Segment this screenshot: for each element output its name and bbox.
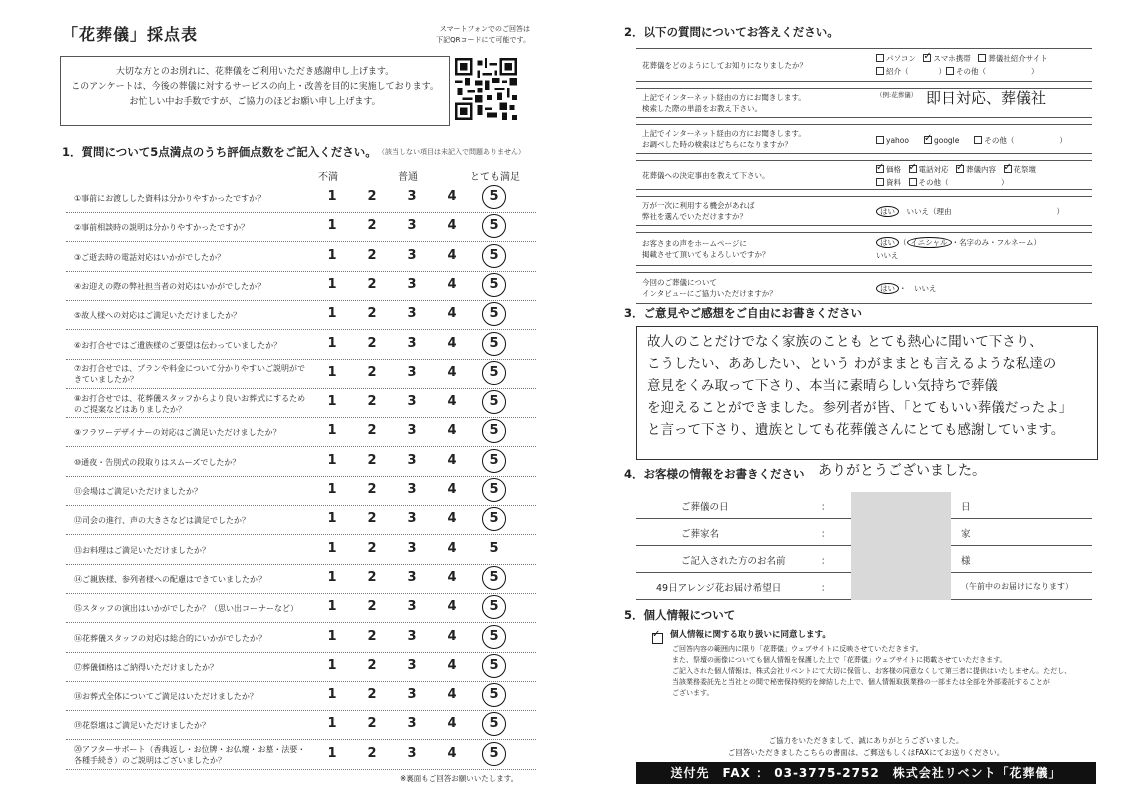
rating-option-2[interactable]: 2 [367,247,377,263]
info-row-writer-name: ご記入された方のお名前 ： 様 [636,546,1092,573]
question-row [66,301,536,330]
rating-option-5[interactable]: 5 [489,247,499,263]
question-text: ⑤故人様への対応はご満足いただけましたか？ [74,311,242,321]
checkbox-checked[interactable] [1004,165,1012,173]
checkbox[interactable] [978,54,986,62]
customer-info-table [636,492,1092,600]
selected-rating-circle [482,595,506,619]
survey-row-how-known [636,48,1092,82]
rating-option-2[interactable]: 2 [367,218,377,234]
rating-option-4[interactable]: 4 [447,452,457,468]
rating-option-4[interactable]: 4 [447,540,457,556]
survey-row-search-engine [636,124,1092,154]
question-row [66,389,536,418]
survey-row-interview [636,272,1092,304]
selected-rating-circle [482,625,506,649]
checkbox[interactable] [876,67,884,75]
rating-option-5[interactable]: 5 [489,716,499,732]
rating-option-5[interactable]: 5 [489,599,499,615]
section-4-heading: 4．お客様の情報をお書きください [624,467,805,481]
rating-option-3[interactable]: 3 [407,716,417,732]
rating-option-5[interactable]: 5 [489,423,499,439]
checkbox[interactable] [876,178,884,186]
checkbox[interactable] [974,136,982,144]
rating-option-4[interactable]: 4 [447,569,457,585]
selected-rating-circle [482,507,506,531]
question-text: ①事前にお渡しした資料は分かりやすかったですか？ [74,194,266,203]
rating-option-4[interactable]: 4 [447,482,457,497]
question-row [66,418,536,447]
rating-option-5[interactable]: 5 [489,452,499,468]
rating-option-1[interactable]: 1 [327,745,337,761]
selected-rating-circle [482,683,506,707]
rating-option-2[interactable]: 2 [367,569,377,585]
question-row [66,682,536,711]
qr-note-line-2: 下記QRコードにて可能です。 [436,36,530,44]
rating-option-4[interactable]: 4 [447,628,457,644]
question-text: ⑳アフターサポート（香典返し・お位牌・お仏壇・お墓・法要・各種手続き）のご説明はございましたか？ [74,745,306,766]
survey-answer [876,89,1092,117]
selected-rating-circle [482,449,506,473]
rating-option-1[interactable]: 1 [327,628,337,644]
survey-row-search-words [636,88,1092,118]
selected-rating-circle [482,390,506,414]
agree-label: 個人情報に関する取り扱いに同意します。 [670,630,831,640]
checkbox-checked[interactable] [909,165,917,173]
question-row [66,741,536,770]
question-row [66,711,536,740]
rating-option-3[interactable]: 3 [407,540,417,556]
survey-answer: はい ・ いいえ [876,273,1092,303]
rating-option-4[interactable]: 4 [447,423,457,439]
rating-option-1[interactable]: 1 [327,364,337,380]
handwritten-thanks: ありがとうございました。 [818,463,986,479]
question-row [66,213,536,242]
checkbox-checked[interactable] [924,136,932,144]
rating-option-4[interactable]: 4 [447,394,457,410]
checkbox[interactable] [909,178,917,186]
survey-question: お客さまの声をホームページに 掲載させて頂いてもよろしいですか？ [642,239,770,259]
rating-option-5[interactable]: 5 [489,364,499,380]
rating-option-5[interactable]: 5 [489,394,499,410]
selected-rating-circle [482,478,506,502]
rating-option-2[interactable]: 2 [367,189,377,204]
info-input-cell[interactable] [851,546,951,573]
info-row-49day-delivery: 49日アレンジ花お届け希望日 ： （午前中のお届けになります） [636,573,1092,600]
rating-option-3[interactable]: 3 [407,423,417,439]
rating-option-1[interactable]: 1 [327,482,337,497]
survey-answer: パソコン ✓ スマホ携帯 葬儀社紹介サイト 紹介（ ） その他（ ） [876,49,1092,81]
question-text: ⑧お打合せでは、花葬儀スタッフからより良いお葬式にするためのご提案などはありましたか？ [74,393,306,414]
question-text: ⑱お葬式全体についてご満足はいただけましたか？ [74,692,258,702]
rating-option-1[interactable]: 1 [327,657,337,673]
rating-option-3[interactable]: 3 [407,452,417,468]
rating-option-1[interactable]: 1 [327,452,337,468]
question-text: ⑰葬儀価格はご納得いただけましたか？ [74,662,218,672]
rating-option-1[interactable]: 1 [327,599,337,615]
rating-option-5[interactable]: 5 [489,189,499,204]
comment-box[interactable] [636,326,1098,460]
selected-rating-circle [482,419,506,443]
rating-option-5[interactable]: 5 [489,569,499,585]
rating-option-5[interactable]: 5 [489,657,499,673]
intro-line-2: このアンケートは、今後の葬儀に対するサービスの向上・改善を目的に実施しております。 [71,82,439,92]
selected-rating-circle [482,185,506,209]
selected-rating-circle [482,742,506,766]
survey-question: 上記でインターネット経由の方にお聞きします。 お調べした時の検索はどちらになりますか？ [642,129,806,149]
question-row [66,272,536,301]
section-5-heading: 5．個人情報について [624,608,736,622]
rating-option-3[interactable]: 3 [407,335,417,351]
comment-line: こうしたい、ああしたい、という わがままとも言えるような私達の [647,356,1057,372]
question-text: ⑲花祭壇はご満足いただけましたか？ [74,721,210,731]
rating-option-4[interactable]: 4 [447,335,457,351]
rating-option-2[interactable]: 2 [367,394,377,410]
qr-note-line-1: スマートフォンでのご回答は [439,25,530,33]
rating-option-1[interactable]: 1 [327,540,337,556]
rating-option-2[interactable]: 2 [367,276,377,292]
survey-answer: はい （ イニシャル ・名字のみ・フルネーム） いいえ [876,238,1042,260]
rating-option-4[interactable]: 4 [447,599,457,615]
rating-option-5[interactable]: 5 [489,511,499,527]
rating-option-4[interactable]: 4 [447,247,457,263]
question-row [66,184,536,213]
rating-option-4[interactable]: 4 [447,716,457,732]
question-row [66,331,536,360]
rating-option-3[interactable]: 3 [407,218,417,234]
rating-option-5[interactable]: 5 [489,218,499,234]
info-input-cell[interactable] [851,573,951,600]
rating-option-5[interactable]: 5 [489,306,499,322]
rating-option-3[interactable]: 3 [407,511,417,527]
rating-option-3[interactable]: 3 [407,247,417,263]
intro-line-1: 大切な方とのお別れに、花葬儀をご利用いただき感謝申し上げます。 [115,67,395,77]
rating-option-5[interactable]: 5 [489,540,499,556]
rating-option-3[interactable]: 3 [407,599,417,615]
survey-table [636,48,1092,310]
question-text: ②事前相談時の説明は分かりやすかったですか？ [74,223,250,233]
rating-option-4[interactable]: 4 [447,189,457,204]
back-page-note: ※裏面もご回答お願いいたします。 [400,774,519,783]
question-row [66,448,536,477]
rating-option-3[interactable]: 3 [407,745,417,761]
scale-high-label: とても満足 [470,172,520,183]
example-note: （例:花葬儀） [876,91,918,99]
question-text: ⑭ご親族様、参列者様への配慮はできていましたか？ [74,574,266,584]
selected-rating-circle [482,566,506,590]
question-row [66,624,536,653]
question-text: ③ご逝去時の電話対応はいかがでしたか？ [74,252,226,262]
section-2-heading: 2．以下の質問についてお答えください。 [624,25,839,39]
rating-option-4[interactable]: 4 [447,657,457,673]
checkbox[interactable] [876,54,884,62]
question-row [66,477,536,506]
question-text: ⑥お打合せではご遺族様のご要望は伝わっていましたか？ [74,340,282,350]
checkbox-checked[interactable] [956,165,964,173]
rating-option-1[interactable]: 1 [327,423,337,439]
rating-option-3[interactable]: 3 [407,628,417,644]
selected-rating-circle [482,712,506,736]
question-row [66,506,536,535]
rating-option-5[interactable]: 5 [489,276,499,292]
comment-line: を迎えることができました。参列者が皆、「とてもいい葬儀だったよ」 [647,400,1073,416]
rating-option-1[interactable]: 1 [327,276,337,292]
selected-rating-circle [482,361,506,385]
selected-rating-circle [482,332,506,356]
checkbox[interactable] [946,67,954,75]
survey-question: 上記でインターネット経由の方にお聞きします。 検索した際の単語をお教え下さい。 [642,93,806,113]
rating-option-2[interactable]: 2 [367,716,377,732]
survey-question: 花葬儀をどのようにしてお知りになりましたか？ [642,60,807,70]
rating-option-1[interactable]: 1 [327,394,337,410]
rating-option-3[interactable]: 3 [407,482,417,497]
qr-code-icon[interactable] [455,58,517,120]
rating-option-5[interactable]: 5 [489,687,499,703]
rating-option-3[interactable]: 3 [407,276,417,292]
rating-option-4[interactable]: 4 [447,745,457,761]
rating-option-5[interactable]: 5 [489,745,499,761]
rating-option-2[interactable]: 2 [367,482,377,497]
rating-option-2[interactable]: 2 [367,452,377,468]
comment-line: 意見をくみ取って下さり、本当に素晴らしい気持ちで葬儀 [647,378,998,394]
question-text: ⑬お料理はご満足いただけましたか？ [74,545,210,555]
agree-checkbox[interactable] [652,633,663,644]
rating-option-2[interactable]: 2 [367,540,377,556]
rating-option-3[interactable]: 3 [407,394,417,410]
question-row [66,594,536,623]
survey-row-reasons [636,160,1092,190]
survey-question: 花葬儀への決定事由を教えて下さい。 [642,170,770,180]
scale-low-label: 不満 [318,172,338,183]
survey-row-publish-voice [636,232,1092,266]
question-text: ④お迎えの際の弊社担当者の対応はいかがでしたか？ [74,281,266,291]
survey-answer: yahoo ✓ google その他（ ） [876,125,1092,153]
section-1-heading: 1．質問について5点満点のうち評価点数をご記入ください。 [62,145,377,159]
rating-option-1[interactable]: 1 [327,687,337,703]
rating-option-2[interactable]: 2 [367,306,377,322]
rating-option-4[interactable]: 4 [447,218,457,234]
rating-option-2[interactable]: 2 [367,628,377,644]
rating-option-4[interactable]: 4 [447,687,457,703]
info-row-family-name: ご葬家名 ： 家 [636,519,1092,546]
rating-option-1[interactable]: 1 [327,511,337,527]
thanks-text: ご協力をいただきまして、誠にありがとうございました。 ご回答いただきましたこちらの書面は、ご郵送もしくはFAXにてお送りください。 [727,736,1005,757]
scale-mid-label: 普通 [398,172,418,183]
rating-option-4[interactable]: 4 [447,276,457,292]
question-text: ⑦お打合せでは、プランや料金について分かりやすいご説明ができていましたか？ [74,364,306,385]
question-text: ⑫司会の進行、声の大きさなどは満足でしたか？ [74,516,250,526]
info-input-cell[interactable] [851,492,951,519]
survey-question: 万が一次に利用する機会があれば 弊社を選んでいただけますか？ [642,201,755,221]
survey-question: 今回のご葬儀について インタビューにご協力いただけますか？ [642,278,777,298]
intro-box [60,56,450,126]
question-text: ⑩通夜・告別式の段取りはスムーズでしたか？ [74,457,241,467]
comment-line: と言って下さり、遺族としても花葬儀さんにとても感謝しています。 [647,422,1065,438]
rating-option-4[interactable]: 4 [447,364,457,380]
rating-option-1[interactable]: 1 [327,189,337,204]
rating-option-3[interactable]: 3 [407,364,417,380]
rating-option-2[interactable]: 2 [367,423,377,439]
question-text: ⑪会場はご満足いただけましたか？ [74,487,202,496]
question-row [66,360,536,389]
rating-scale-header [300,168,530,182]
selected-rating-circle [482,273,506,297]
rating-option-2[interactable]: 2 [367,599,377,615]
qr-note [420,24,530,46]
intro-line-3: お忙しい中お手数ですが、ご協力のほどお願い申し上げます。 [129,97,381,107]
info-input-cell[interactable] [851,519,951,546]
rating-option-2[interactable]: 2 [367,511,377,527]
rating-option-1[interactable]: 1 [327,306,337,322]
question-text: ⑯花葬儀スタッフの対応は総合的にいかがでしたか？ [74,633,266,643]
rating-option-2[interactable]: 2 [367,745,377,761]
fax-footer-banner: 送付先 FAX ： 03-3775-2752 株式会社リベント「花葬儀」 [636,762,1096,784]
privacy-text: ご回答内容の範囲内に限り「花葬儀」ウェブサイトに反映させていただきます。 また、祭壇の画像についても個人情報を保護した上で「花葬儀」ウェブサイトに掲載させていただきます。 ご記入された個人情報は、株式会社リベントにて大切に保管し、お客様の同意なくして第三者に提供はいたしません。ただし、 当該業務委託先と当社との間で秘密保持契約を締結した上で、個人情報取扱業務の一部または全部を外部委託することが ございます。 [672,645,1072,697]
rating-option-5[interactable]: 5 [489,628,499,644]
survey-answer: はい いいえ（理由 ） [876,197,1092,225]
rating-option-1[interactable]: 1 [327,569,337,585]
rating-option-4[interactable]: 4 [447,306,457,322]
selected-rating-circle [482,302,506,326]
checkbox-checked[interactable] [923,54,931,62]
rating-option-5[interactable]: 5 [489,482,499,497]
rating-option-5[interactable]: 5 [489,335,499,351]
question-text: ⑮スタッフの演出はいかがでしたか？（思い出コーナーなど） [74,604,298,614]
rating-option-3[interactable]: 3 [407,189,417,204]
rating-option-4[interactable]: 4 [447,511,457,527]
section-1-note: （該当しない項目は未記入で問題ありません） [378,148,525,156]
question-row [66,565,536,594]
rating-option-1[interactable]: 1 [327,335,337,351]
rating-option-1[interactable]: 1 [327,218,337,234]
selected-rating-circle [482,244,506,268]
checkbox-checked[interactable] [876,165,884,173]
selected-rating-circle [482,214,506,238]
info-row-funeral-date: ご葬儀の日 ： 日 [636,492,1092,519]
rating-option-3[interactable]: 3 [407,306,417,322]
rating-option-2[interactable]: 2 [367,364,377,380]
survey-row-reuse [636,196,1092,226]
rating-option-1[interactable]: 1 [327,247,337,263]
comment-line: 故人のことだけでなく家族のことも とても熱心に聞いて下さり、 [647,334,1043,350]
sheet-title: 「花葬儀」採点表 [62,25,199,44]
handwritten-answer: 即日対応、葬儀社 [926,89,1047,107]
rating-option-3[interactable]: 3 [407,569,417,585]
section-3-heading: 3．ご意見やご感想をご自由にお書きください [624,306,862,320]
question-row [66,536,536,565]
rating-option-2[interactable]: 2 [367,335,377,351]
selected-rating-circle [482,654,506,678]
rating-option-2[interactable]: 2 [367,687,377,703]
rating-option-1[interactable]: 1 [327,716,337,732]
rating-option-3[interactable]: 3 [407,657,417,673]
checkbox[interactable] [876,136,884,144]
survey-answer: ✓価格 ✓ 電話対応 ✓ 葬儀内容 ✓ 花祭壇 資料 その他（ ） [876,161,1092,189]
question-row [66,243,536,272]
question-row [66,653,536,682]
rating-option-2[interactable]: 2 [367,657,377,673]
rating-option-3[interactable]: 3 [407,687,417,703]
question-text: ⑨フラワーデザイナーの対応はご満足いただけましたか？ [74,428,281,438]
